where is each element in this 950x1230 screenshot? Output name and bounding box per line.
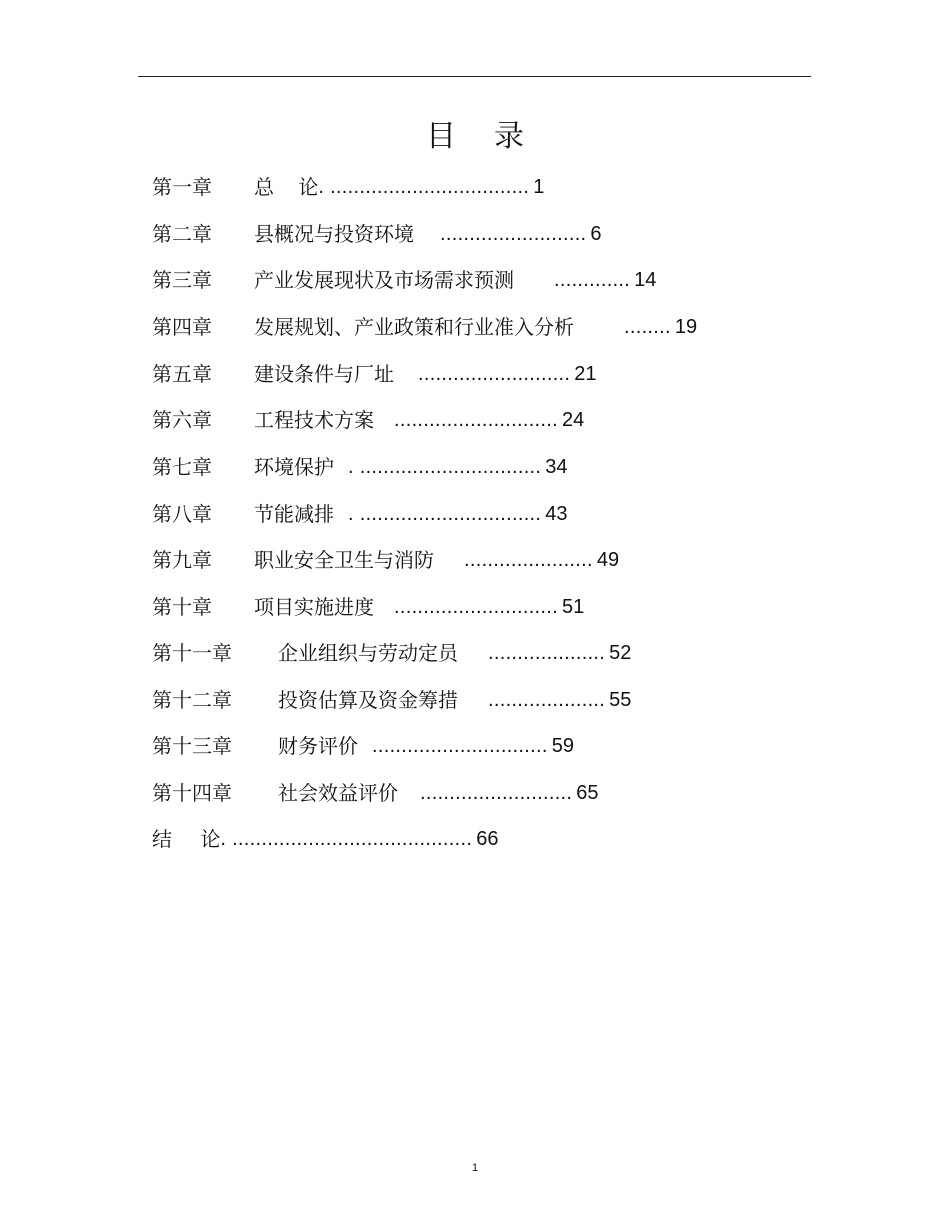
toc-entry-page: 43 xyxy=(545,503,568,525)
toc-entry-page: 6 xyxy=(590,223,602,245)
toc-entry-5[interactable] xyxy=(152,359,597,389)
toc-entry-14[interactable] xyxy=(152,778,599,808)
toc-entry-page: 66 xyxy=(476,828,499,850)
toc-entry-leader: .............................. xyxy=(372,735,548,757)
toc-entry-title: 县概况与投资环境 xyxy=(254,222,414,246)
toc-entry-title: 企业组织与劳动定员 xyxy=(278,641,458,665)
toc-entry-title: 发展规划、产业政策和行业准入分析 xyxy=(254,315,574,339)
toc-entry-page: 49 xyxy=(596,549,620,571)
toc-entry-title: 投资估算及资金筹措 xyxy=(278,688,458,712)
toc-entry-chapter: 第四章 xyxy=(152,315,212,339)
toc-entry-15[interactable] xyxy=(152,824,498,854)
toc-entry-chapter: 第十章 xyxy=(152,595,212,619)
toc-entry-page: 24 xyxy=(562,409,585,431)
toc-entry-leader: ............................ xyxy=(394,409,558,431)
toc-entry-leader: ............................ xyxy=(394,596,558,618)
toc-entry-title: 总 论 xyxy=(254,175,319,199)
toc-entry-title: 环境保护 xyxy=(254,455,334,479)
toc-entry-chapter: 第十四章 xyxy=(152,781,232,805)
toc-entry-title: 工程技术方案 xyxy=(254,408,374,432)
toc-entry-10[interactable] xyxy=(152,592,584,622)
toc-entry-leader: .................... xyxy=(488,642,606,664)
toc-entry-leader: .......................... xyxy=(420,782,573,804)
toc-entry-page: 1 xyxy=(533,176,545,198)
toc-title xyxy=(0,112,950,162)
toc-entry-leader: .......................... xyxy=(418,363,571,385)
toc-entry-chapter: 结 论 xyxy=(152,827,221,851)
toc-entry-chapter: 第十三章 xyxy=(152,734,232,758)
toc-entry-title: 财务评价 xyxy=(278,734,358,758)
toc-entry-4[interactable] xyxy=(152,312,697,342)
toc-entry-2[interactable] xyxy=(152,219,602,249)
toc-entry-chapter: 第七章 xyxy=(152,455,212,479)
toc-entry-chapter: 第十二章 xyxy=(152,688,232,712)
toc-entry-chapter: 第三章 xyxy=(152,268,212,292)
toc-entry-chapter: 第二章 xyxy=(152,222,212,246)
toc-entry-title: 社会效益评价 xyxy=(278,781,398,805)
footer-page-number: 1 xyxy=(471,1162,479,1174)
toc-entry-page: 65 xyxy=(576,782,599,804)
toc-entry-leader: ........ xyxy=(624,316,671,338)
toc-entry-page: 21 xyxy=(574,363,597,385)
toc-title-char-1: 目 xyxy=(426,119,456,154)
toc-entry-page: 19 xyxy=(674,316,698,338)
toc-entry-9[interactable] xyxy=(152,545,619,575)
toc-entry-8[interactable] xyxy=(152,499,568,529)
toc-entry-13[interactable] xyxy=(152,731,574,761)
toc-entry-11[interactable] xyxy=(152,638,631,668)
toc-entry-page: 55 xyxy=(609,689,632,711)
toc-entry-chapter: 第九章 xyxy=(152,548,212,572)
header-rule xyxy=(138,76,811,77)
toc-entry-page: 51 xyxy=(562,596,585,618)
toc-entry-7[interactable] xyxy=(152,452,568,482)
toc-entry-leader: .................... xyxy=(488,689,606,711)
toc-entry-leader: ......................... xyxy=(440,223,587,245)
toc-entry-page: 59 xyxy=(551,735,574,757)
toc-entry-leader: ............. xyxy=(554,269,631,291)
toc-entry-chapter: 第八章 xyxy=(152,502,212,526)
toc-entry-title: 职业安全卫生与消防 xyxy=(254,548,434,572)
toc-entry-page: 52 xyxy=(609,642,632,664)
toc-entry-3[interactable] xyxy=(152,265,656,295)
toc-entry-6[interactable] xyxy=(152,405,584,435)
toc-entry-title: 产业发展现状及市场需求预测 xyxy=(254,268,514,292)
toc-entry-chapter: 第一章 xyxy=(152,175,212,199)
toc-entry-title: 项目实施进度 xyxy=(254,595,374,619)
toc-entry-leader: ...................... xyxy=(464,549,593,571)
toc-entry-chapter: 第六章 xyxy=(152,408,212,432)
toc-entry-leader: . ............................... xyxy=(348,503,542,525)
toc-entry-1[interactable] xyxy=(152,172,544,202)
toc-entry-page: 14 xyxy=(634,269,657,291)
toc-entry-leader: . ......................................... xyxy=(220,828,473,850)
toc-entry-title: 节能减排 xyxy=(254,502,334,526)
toc-entry-title: 建设条件与厂址 xyxy=(254,362,394,386)
toc-entry-chapter: 第十一章 xyxy=(152,641,232,665)
toc-entry-leader: . .................................. xyxy=(318,176,530,198)
toc-entry-page: 34 xyxy=(545,456,568,478)
toc-entry-leader: . ............................... xyxy=(348,456,542,478)
toc-title-char-2: 录 xyxy=(494,119,524,154)
toc-entry-12[interactable] xyxy=(152,685,631,715)
toc-entry-chapter: 第五章 xyxy=(152,362,212,386)
